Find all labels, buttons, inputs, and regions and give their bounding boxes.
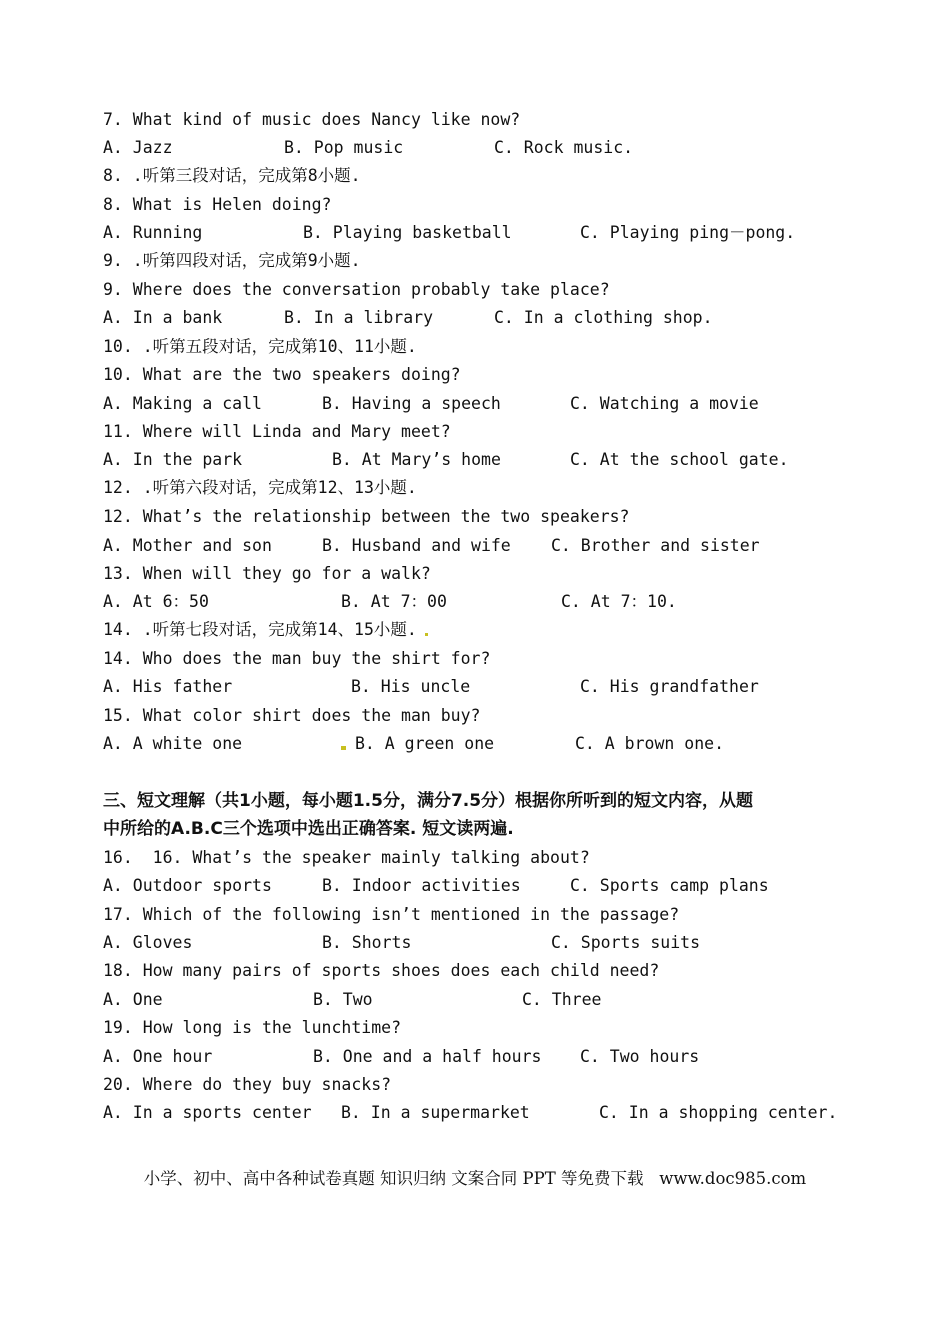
option-a: A. In a bank [103,308,223,327]
options-row-16 [103,872,910,900]
option-b: B. Having a speech [322,394,501,413]
option-b: B. At Mary’s home [332,450,501,469]
option-b: B. A green one [355,734,495,753]
question-8: 8. What is Helen doing? [103,195,332,214]
question-7: 7. What kind of music does Nancy like now? [103,110,521,129]
option-c: C. In a shopping center. [599,1103,838,1122]
question-10: 10. What are the two speakers doing? [103,365,461,384]
option-a: A. At 6：50 [103,592,209,611]
options-row-12 [103,532,910,560]
question-17: 17. Which of the following isn’t mentioned in the passage? [103,905,680,924]
option-c: C. Sports suits [551,933,701,952]
options-row-15 [103,730,910,758]
options-row-11 [103,446,910,474]
options-row-19 [103,1043,910,1071]
option-b: B. Playing basketball [303,223,512,242]
section-heading-line-1: 三、短文理解（共1小题，每小题1.5分，满分7.5分）根据你所听到的短文内容，从题 [103,791,754,811]
question-20: 20. Where do they buy snacks? [103,1075,392,1094]
option-a: A. Jazz [103,138,173,157]
page-footer: 小学、初中、高中各种试卷真题 知识归纳 文案合同 PPT 等免费下载 www.doc985.com [143,1169,807,1188]
option-a: A. Outdoor sports [103,876,272,895]
section-instruction: 12. .听第六段对话，完成第12、13小题. [103,478,417,497]
print-speck [425,633,428,636]
option-a: A. A white one [103,734,243,753]
option-c: C. At 7：10. [561,592,677,611]
section-heading-line-2: 中所给的A.B.C三个选项中选出正确答案. 短文读两遍. [103,819,514,839]
option-b: B. One and a half hours [313,1047,542,1066]
options-row-9 [103,304,910,332]
section-instruction: 10. .听第五段对话，完成第10、11小题. [103,337,417,356]
question-16: 16. 16. What’s the speaker mainly talking about? [103,848,590,867]
print-speck [341,746,346,750]
option-a: A. In the park [103,450,243,469]
options-row-7 [103,134,910,162]
option-a: A. Gloves [103,933,193,952]
option-b: B. Two [313,990,373,1009]
option-c: C. Brother and sister [551,536,760,555]
option-b: B. In a library [284,308,434,327]
question-11: 11. Where will Linda and Mary meet? [103,422,451,441]
option-c: C. Three [522,990,602,1009]
option-b: B. Shorts [322,933,412,952]
section-instruction: 9. .听第四段对话，完成第9小题. [103,251,361,270]
options-row-20 [103,1099,910,1127]
option-b: B. At 7：00 [341,592,447,611]
option-c: C. A brown one. [575,734,725,753]
option-a: A. Making a call [103,394,262,413]
question-13: 13. When will they go for a walk? [103,564,431,583]
option-a: A. One [103,990,163,1009]
options-row-18 [103,986,910,1014]
question-18: 18. How many pairs of sports shoes does each child need? [103,961,660,980]
options-row-8 [103,219,910,247]
option-c: C. Watching a movie [570,394,759,413]
section-instruction: 14. .听第七段对话，完成第14、15小题. [103,620,417,639]
option-a: A. Running [103,223,203,242]
option-c: C. Two hours [580,1047,700,1066]
options-row-13 [103,588,910,616]
options-row-14 [103,673,910,701]
option-a: A. One hour [103,1047,213,1066]
question-15: 15. What color shirt does the man buy? [103,706,481,725]
option-a: A. Mother and son [103,536,272,555]
section-instruction: 8. .听第三段对话，完成第8小题. [103,166,361,185]
options-row-10 [103,390,910,418]
option-b: B. In a supermarket [341,1103,530,1122]
option-a: A. His father [103,677,233,696]
option-c: C. Sports camp plans [570,876,769,895]
option-b: B. Pop music [284,138,404,157]
option-a: A. In a sports center [103,1103,312,1122]
option-c: C. His grandfather [580,677,759,696]
option-c: C. In a clothing shop. [494,308,713,327]
option-b: B. Husband and wife [322,536,511,555]
question-12: 12. What’s the relationship between the two speakers? [103,507,630,526]
options-row-17 [103,929,910,957]
option-b: B. His uncle [351,677,471,696]
option-c: C. At the school gate. [570,450,789,469]
question-9: 9. Where does the conversation probably take place? [103,280,610,299]
question-14: 14. Who does the man buy the shirt for? [103,649,491,668]
question-19: 19. How long is the lunchtime? [103,1018,402,1037]
option-b: B. Indoor activities [322,876,521,895]
option-c: C. Playing ping－pong. [580,223,796,242]
option-c: C. Rock music. [494,138,634,157]
